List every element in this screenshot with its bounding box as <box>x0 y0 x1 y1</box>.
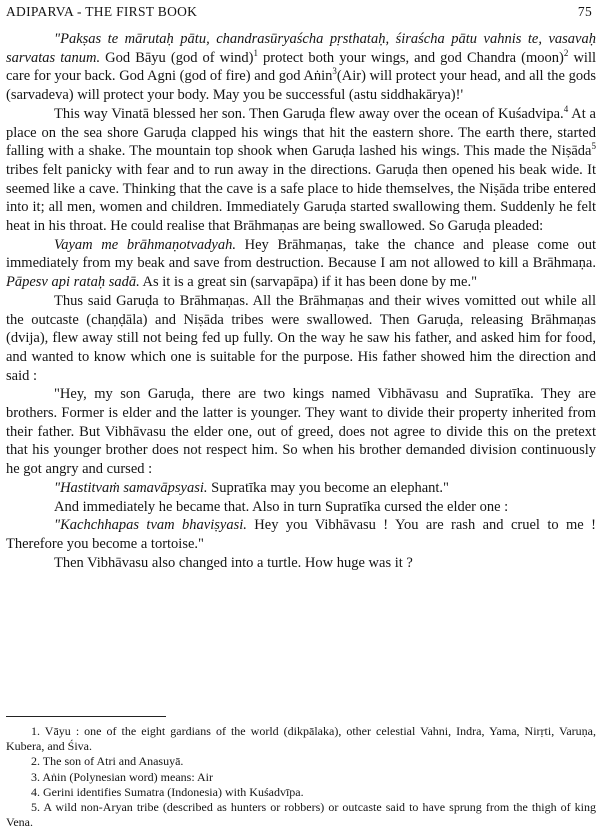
footnote-4: 4. Gerini identifies Sumatra (Indonesia) with Kuśadvīpa. <box>31 784 304 799</box>
footnote-5: 5. A wild non-Aryan tribe (described as hunters or robbers) or outcaste said to have sprung from the thigh of king Vena. <box>6 800 596 830</box>
footnote-divider <box>6 716 166 717</box>
footnote-ref-2: 2 <box>563 47 569 58</box>
footnote-ref-4: 4 <box>563 103 569 114</box>
paragraph-7: And immediately he became that. Also in turn Supratīka cursed the elder one : <box>54 498 509 515</box>
body-text <box>6 30 596 705</box>
running-header <box>6 4 592 22</box>
sanskrit-quote: Pāpesv api rataḥ sadā. <box>6 274 140 291</box>
paragraph-5: "Hey, my son Garuḍa, there are two kings named Vibhāvasu and Supratīka. They are brothers. Former is elder and the latter is younger. They want to divide their property inherited from their father. But Vibhāvasu the elder one, out of greed, does not agree to divide this on the pretext that his younger brother does not respect him. So when his brother demanded division continuously he got angry and cursed : <box>6 386 596 478</box>
page-number: 75 <box>577 4 592 19</box>
paragraph-1: "Pakṣas te mārutaḥ pātu, chandrasūryaścha pṛsthataḥ, śiraścha pātu vahnis te, vasavaḥ sarvatas tanum. God Bāyu (god of wind)$^1$ protect both your wings, and god Chandra (moon)$^2$ will care for your back. God Agni (god of fire) and god Aṅin$^3$(Air) will protect your head, and all the gods (sarvadeva) will protect your body. May you be successful (astu siddhakārya)!' <box>6 31 596 104</box>
footnote-2: 2. The son of Atri and Anasuyā. <box>31 754 184 769</box>
footnote-ref-5: 5 <box>591 141 596 152</box>
paragraph-6: "Hastitvaṁ samavāpsyasi. Supratīka may you become an elephant." <box>54 479 449 496</box>
footnotes <box>6 724 596 830</box>
footnote-3: 3. Aṅin (Polynesian word) means: Air <box>31 769 213 784</box>
footnote-1: 1. Vāyu : one of the eight gardians of the world (dikpālaka), other celestial Vahni, Indra, Yama, Nirṛti, Varuṇa, Kubera, and Śiva. <box>6 724 596 754</box>
paragraph-4: Thus said Garuḍa to Brāhmaṇas. All the Brāhmaṇas and their wives vomitted out while all the outcaste (chaṇḍāla) and Niṣāda tribes were swallowed. Then Garuḍa, releasing Brāhmaṇas (dvija), flew away still not being fed up fully. On the way he saw his father, and asked him for food, and wanted to know which one is suitable for the purpose. His father showed him the direction and said : <box>6 292 596 384</box>
sanskrit-quote: Vayam me brāhmaṇotvadyah. <box>54 236 236 253</box>
footnote-ref-1: 1 <box>253 47 258 58</box>
sanskrit-verse: "Pakṣas te mārutaḥ pātu, chandrasūryaścha pṛsthataḥ, śiraścha pātu vahnis te, vasavaḥ sarvatas tanum. <box>6 31 596 66</box>
footnote-ref-3: 3 <box>332 66 337 77</box>
paragraph-9: Then Vibhāvasu also changed into a turtle. How huge was it ? <box>54 554 413 571</box>
paragraph-2: This way Vinatā blessed her son. Then Garuḍa flew away over the ocean of Kuśadvipa.$^4$ At a place on the sea shore Garuḍa clapped his wings that hit the eastern shore. The earth there, started falling with a shake. The mountain top shook when Garuḍa lashed his wings. This made the Niṣāda$^5$ tribes felt panicky with fear and to run away in the directions. Garuḍa then opened his beak wide. It seemed like a cave. Thinking that the cave is a safe place to hide themselves, the Niṣāda tribe entered into it; all men, women and children. Immediately Garuḍa started swallowing them. Suddenly he felt heat in his throat. He could realise that Brāhmaṇas are being swallowed. So Garuḍa pleaded: <box>6 103 596 235</box>
paragraph-8: "Kachchhapas tvam bhaviṣyasi. Hey you Vibhāvasu ! You are rash and cruel to me ! Therefore you become a tortoise." <box>6 517 596 552</box>
sanskrit-quote: "Kachchhapas tvam bhaviṣyasi. <box>54 517 247 534</box>
running-title: ADIPARVA - THE FIRST BOOK <box>6 4 198 19</box>
paragraph-3: Vayam me brāhmaṇotvadyah. Hey Brāhmaṇas, take the chance and please come out immediately from my beak and save from destruction. Because I am not allowed to kill a Brāhmaṇa. Pāpesv api rataḥ sadā. As it is a great sin (sarvapāpa) if it has been done by me." <box>6 236 596 291</box>
sanskrit-quote: "Hastitvaṁ samavāpsyasi. <box>54 479 208 496</box>
